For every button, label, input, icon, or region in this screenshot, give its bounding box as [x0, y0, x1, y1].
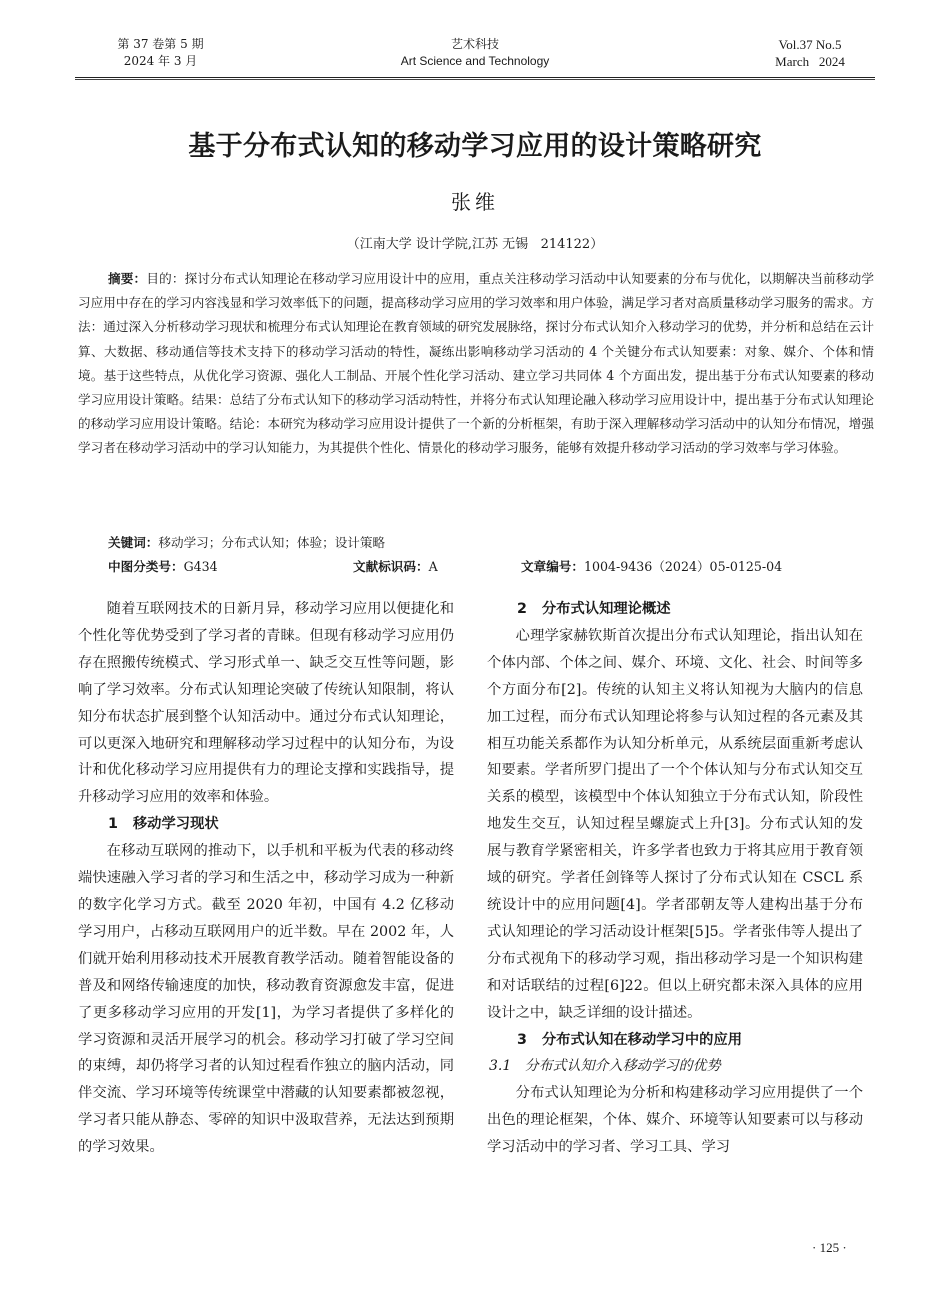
header-rule: [75, 77, 875, 78]
paper-title: 基于分布式认知的移动学习应用的设计策略研究: [188, 131, 762, 162]
clc-number: [108, 556, 218, 578]
author-name: 张维: [451, 190, 499, 214]
abstract-text: 目的：探讨分布式认知理论在移动学习应用设计中的应用，重点关注移动学习活动中认知要素的分布与优化，以期解决当前移动学习应用中存在的学习内容浅显和学习效率低下的问题，提高移动学习应用的学习效率和用户体验，满足学习者对高质量移动学习服务的需求。方法：通过深入分析移动学习现状和梳理分布式认知理论在教育领域的研究发展脉络，探讨分布式认知介入移动学习的优势，并分析和总结在云计算、大数据、移动通信等技术支持下的移动学习活动的特性，凝练出影响移动学习活动的 4 个关键分布式认知要素：对象、媒介、个体和情境。基于这些特点，从优化学习资源、强化人工制品、开展个性化学习活动、建立学习共同体 4 个方面出发，提出基于分布式认知要素的移动学习应用设计策略。结果：总结了分布式认知下的移动学习活动特性，并将分布式认知理论融入移动学习应用设计中，提出基于分布式认知理论的移动学习应用设计策略。结论：本研究为移动学习应用设计提供了一个新的分析框架，有助于深入理解移动学习活动中的认知分布情况，增强学习者在移动学习活动中的学习认知能力，为其提供个性化、情景化的移动学习服务，能够有效提升移动学习活动的学习效率与学习体验。: [78, 271, 875, 456]
date-en: March 2024: [775, 54, 845, 69]
abstract-label: 摘要：: [108, 271, 147, 286]
clc-label: 中图分类号：: [108, 559, 184, 574]
journal-en: Art Science and Technology: [400, 54, 550, 68]
article-value: 1004-9436（2024）05-0125-04: [583, 559, 783, 574]
left-column: [78, 596, 454, 1161]
section-3-1-paragraph: 分布式认知理论为分析和构建移动学习应用提供了一个出色的理论框架，个体、媒介、环境等认知要素可以与移动学习活动中的学习者、学习工具、学习: [487, 1085, 863, 1156]
affiliation: （江南大学 设计学院,江苏 无锡 214122）: [346, 237, 604, 252]
section-3-1-heading: 3.1 分布式认知介入移动学习的优势: [489, 1058, 721, 1075]
clc-value: G434: [183, 559, 218, 574]
header-volume-cn: [113, 36, 208, 70]
volume-en: Vol.37 No.5: [778, 37, 842, 52]
abstract: [78, 267, 874, 461]
page-number: · 125 ·: [812, 1240, 847, 1255]
doc-value: A: [428, 559, 438, 574]
section-1-heading: 1 移动学习现状: [108, 816, 219, 833]
date-cn: 2024 年 3 月: [123, 54, 198, 68]
doc-code: [353, 556, 438, 578]
journal-cn: 艺术科技: [450, 37, 499, 51]
keywords-text: 移动学习；分布式认知；体验；设计策略: [158, 535, 386, 550]
volume-cn: 第 37 卷第 5 期: [117, 37, 204, 51]
header-volume-en: [760, 36, 860, 70]
keywords-label: 关键词：: [108, 535, 159, 550]
section-1-paragraph: 在移动互联网的推动下，以手机和平板为代表的移动终端快速融入学习者的学习和生活之中，移动学习成为一种新的数字化学习方式。截至 2020 年初，中国有 4.2 亿移动学习用户，占移动互联网用户的近半数。早在 2002 年，人们就开始利用移动技术开展教育教学活动。随着智能设备的普及和网络传输速度的加快，移动教育资源愈发丰富，促进了更多移动学习应用的开发[1]，为学习者提供了多样化的学习资源和灵活开展学习的机会。移动学习打破了学习空间的束缚，却仍将学习者的认知过程看作独立的脑内活动，同伴交流、学习环境等传统课堂中潜藏的认知要素都被忽视，学习者只能从静态、零碎的知识中汲取营养，无法达到预期的学习效果。: [78, 843, 454, 1156]
article-number: [521, 556, 782, 578]
intro-paragraph: 随着互联网技术的日新月异，移动学习应用以便捷化和个性化等优势受到了学习者的青睐。但现有移动学习应用仍存在照搬传统模式、学习形式单一、缺乏交互性等问题，影响了学习效率。分布式认知理论突破了传统认知限制，将认知分布状态扩展到整个认知活动中。通过分布式认知理论，可以更深入地研究和理解移动学习过程中的认知分布，为设计和优化移动学习应用提供有力的理论支撑和实践指导，提升移动学习应用的效率和体验。: [78, 601, 454, 806]
header-rule-thin: [75, 79, 875, 80]
right-column: [487, 596, 863, 1161]
keywords: [108, 532, 868, 554]
section-2-heading: 2 分布式认知理论概述: [517, 601, 671, 617]
section-2-paragraph: 心理学家赫钦斯首次提出分布式认知理论，指出认知在个体内部、个体之间、媒介、环境、文化、社会、时间等多个方面分布[2]。传统的认知主义将认知视为大脑内的信息加工过程，而分布式认知理论将参与认知过程的各元素及其相互功能关系都作为认知分析单元，从系统层面重新考虑认知要素。学者所罗门提出了一个个体认知与分布式认知交互关系的模型，该模型中个体认知独立于分布式认知，阶段性地发生交互，认知过程呈螺旋式上升[3]。分布式认知的发展与教育学紧密相关，许多学者也致力于将其应用于教育领域的研究。学者任剑锋等人探讨了分布式认知在 CSCL 系统设计中的应用问题[4]。学者邵朝友等人建构出基于分布式认知理论的学习活动设计框架[5]5。学者张伟等人提出了分布式视角下的移动学习观，指出移动学习是一个知识构建和对话联结的过程[6]22。但以上研究都未深入具体的应用设计之中，缺乏详细的设计描述。: [487, 627, 863, 1021]
article-label: 文章编号：: [521, 559, 584, 574]
header-journal: [375, 36, 575, 70]
doc-label: 文献标识码：: [353, 559, 429, 574]
section-3-heading: 3 分布式认知在移动学习中的应用: [517, 1031, 743, 1048]
